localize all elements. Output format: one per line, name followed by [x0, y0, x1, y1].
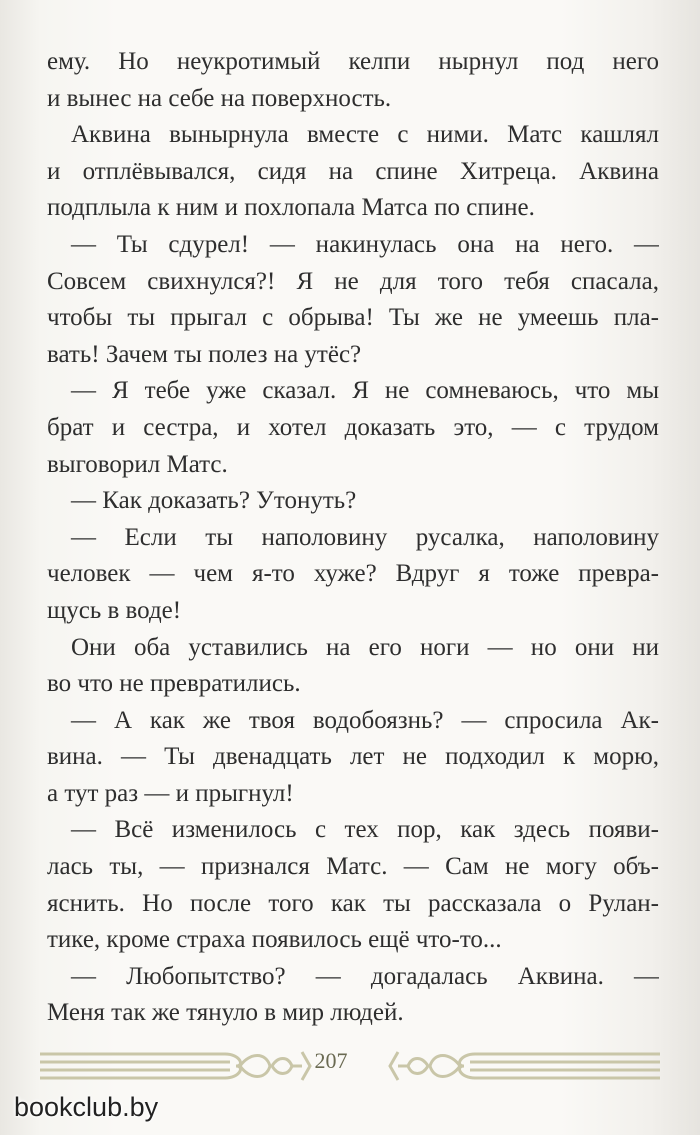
text-line: и вынес на себе на поверхность.: [47, 84, 392, 112]
text-line: чтобы ты прыгал с обрыва! Ты же не умеешь пла-: [47, 304, 659, 332]
text-line: а тут раз — и прыгнул!: [47, 779, 294, 807]
text-line: выговорил Матс.: [47, 450, 228, 478]
text-line: Совсем свихнулся?! Я не для того тебя спасала,: [47, 267, 659, 295]
body-text: [47, 44, 659, 1032]
text-line: — Любопытство? — догадалась Аквина. —: [71, 962, 659, 990]
text-line: вать! Зачем ты полез на утёс?: [47, 340, 362, 368]
text-line: человек — чем я-то хуже? Вдруг я тоже превра-: [47, 560, 659, 588]
page-number: 207: [314, 1048, 348, 1073]
watermark: bookclub.by: [14, 1092, 159, 1122]
text-line: брат и сестра, и хотел доказать это, — с трудом: [47, 413, 659, 441]
text-line: во что не превратились.: [47, 670, 301, 698]
text-line: лась ты, — признался Матс. — Сам не могу объ-: [47, 853, 659, 881]
text-line: — Я тебе уже сказал. Я не сомневаюсь, что мы: [71, 377, 659, 405]
text-line: — Как доказать? Утонуть?: [71, 487, 357, 515]
text-line: вина. — Ты двенадцать лет не подходил к морю,: [47, 743, 659, 771]
text-line: — Ты сдурел! — накинулась она на него. —: [71, 230, 659, 258]
text-line: яснить. Но после того как ты рассказала о Рулан-: [47, 889, 659, 917]
text-line: и отплёвывался, сидя на спине Хитреца. Аквина: [47, 157, 659, 185]
text-line: — А как же твоя водобоязнь? — спросила Ак-: [71, 706, 659, 734]
text-line: Аквина вынырнула вместе с ними. Матс кашлял: [71, 121, 659, 149]
text-line: Меня так же тянуло в мир людей.: [47, 999, 404, 1027]
text-line: щусь в воде!: [47, 596, 182, 624]
text-line: — Если ты наполовину русалка, наполовину: [71, 523, 659, 551]
text-line: Они оба уставились на его ноги — но они ни: [71, 633, 659, 661]
text-line: тике, кроме страха появилось ещё что-то...: [47, 926, 502, 954]
text-line: подплыла к ним и похлопала Матса по спине.: [47, 194, 535, 222]
text-line: ему. Но неукротимый келпи нырнул под него: [47, 48, 659, 75]
text-line: — Всё изменилось с тех пор, как здесь появи-: [71, 816, 659, 844]
